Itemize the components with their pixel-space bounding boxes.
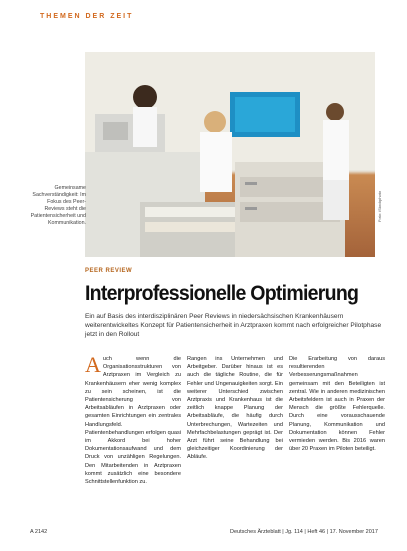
photo-caption: Gemeinsame Sachverständigkeit: Im Fokus des Peer-Reviews steht die Patientensicherheit und Kommunikation. [30,185,86,226]
drop-cap: A [85,352,101,377]
clinic-scene-illustration [85,52,375,257]
column-1-text: uch wenn die Organisationsstrukturen von Arztpraxen im Vergleich zu Krankenhäusern eher wenig komplex zu sein scheinen, ist die Patientensicherung von Arbeitsabläufen in Arztpraxen oder gesamten Einrichtungen ein zentrales Handlungsfeld. Patientenbehandlungen erfolgen quasi im Akkord bei hoher Dokumentationsaufwand und dem Druck von unzähligen Regelungen. Den Mitarbeitenden in Arztpraxen kommt zusätzlich eine besondere Schnittstellenfunktion zu. [85,356,181,486]
page-number: A 2142 [30,529,48,535]
section-label: THEMEN DER ZEIT [40,13,134,20]
article-lead: Ein auf Basis des interdisziplinären Peer Reviews in niedersächsischen Krankenhäusern weiterentwickeltes Konzept für Patientensicherheit in Arztpraxen kommt nach erfolgreicher Pilotphase jetzt in den Rollout [85,313,382,338]
article-column-3 [289,355,385,453]
journal-citation: Deutsches Ärzteblatt | Jg. 114 | Heft 46 | 17. November 2017 [230,529,378,535]
photo-credit: Foto: iStockphoto [377,190,382,222]
article-column-1 [85,352,181,486]
column-2-text: Rangen ins Unternehmen und Arbeitgeber. Darüber hinaus ist es auch die tägliche Routine, die für Fehler und Ungenauigkeiten sorgt. Ein weiterer Unterschied zwischen Arztpraxis und Krankenhaus ist die zeitlich knappe Planung der Arbeitsabläufe, die häufig durch Unterbrechungen, Wartezeiten und Mehrfachbelastungen geprägt ist. Der Arzt führt seine Behandlung bei gleichzeitiger Koordinierung der Abläufe. [187,356,283,461]
article-headline: Interprofessionelle Optimierung [85,282,359,305]
article-photo [85,52,375,257]
column-3-text: Die Erarbeitung von daraus resultierenden Verbesserungsmaßnahmen gemeinsam mit den Beteiligten ist zentral. Wie in anderen medizinischen Arbeitsfeldern ist auch in Praxen der Mensch die größte Fehlerquelle. Durch eine vorausschauende Planung, Kommunikation und Dokumentation können Fehler vermieden werden. Bis 2016 waren über 20 Praxen im Piloten beteiligt. [289,356,385,453]
article-column-2 [187,355,283,462]
article-kicker: PEER REVIEW [85,268,133,274]
